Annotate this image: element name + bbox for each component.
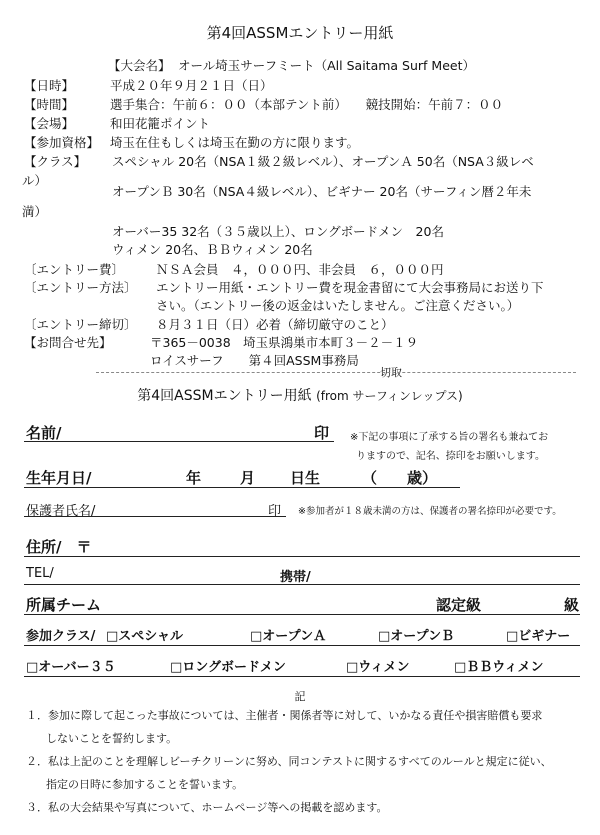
note-3: ３．私の大会結果や写真について、ホームページ等への掲載を認めます。 [26,801,388,814]
class-option-open-b[interactable]: □オープンＢ [378,629,455,644]
class-line-4: ウィメン 20名、ＢＢウィメン 20名 [112,242,313,257]
class-prefix: 参加クラス/ [26,629,96,644]
note-1: １．参加に際して起こった事故については、主催者・関係者等に対して、いかなる責任や損害賠償も要求 [26,709,543,722]
venue-label: 【会場】 [24,116,75,131]
date-value: 平成２０年９月２１日（日） [110,78,273,93]
deadline-value: ８月３１日（日）必着（締切厳守のこと） [156,317,394,332]
class-line-a [24,645,580,646]
form-from: (from サーフィンレップス) [316,389,463,403]
guardian-note: ※参加者が１８歳未満の方は、保護者の署名捺印が必要です。 [298,506,562,517]
class-line-2: オープンＢ 30名（NSA４級レベル）、ビギナー 20名（サーフィン暦２年未 [112,184,532,199]
team-label: 所属チーム [26,596,102,614]
class-line-3: オーバー35 32名（３５歳以上）、ロングボードメン 20名 [112,224,444,239]
class-option-special[interactable]: □スペシャル [106,629,184,644]
method-label: 〔エントリー方法〕 [24,280,137,295]
sign-note-2: りますので、記名、捺印をお願いします。 [356,451,545,462]
guardian-label: 保護者氏名/ [26,504,96,519]
birth-day: 日生 [290,469,321,487]
birth-age: （ 歳） [362,469,438,487]
tel-line[interactable] [24,584,580,585]
birth-line[interactable] [24,487,460,488]
guardian-line[interactable] [24,516,286,517]
qualification-label: 【参加資格】 [24,135,100,150]
deadline-label: 〔エントリー締切〕 [24,317,137,332]
class-label: 【クラス】 [24,154,87,169]
name-label: 名前/ [26,424,62,442]
sign-note-1: ※下記の事項に了承する旨の署名も兼ねてお [350,432,549,443]
event-value: オール埼玉サーフミート（All Saitama Surf Meet） [178,58,475,73]
birth-label: 生年月日/ [26,469,92,487]
grade-suffix: 級 [564,596,580,614]
class-option-bb-women[interactable]: □ＢＢウィメン [454,660,544,675]
birth-month: 月 [240,469,256,487]
class-option-over35[interactable]: □オーバー３５ [26,660,116,675]
note-2-cont: 指定の日時に参加することを誓います。 [46,778,244,791]
form-title-row [0,385,600,405]
method-line-1: エントリー用紙・エントリー費を現金書留にて大会事務局にお送り下 [156,280,544,295]
qualification-value: 埼玉在住もしくは埼玉在勤の方に限ります。 [110,135,360,150]
time-value: 選手集合：午前６：００（本部テント前） 競技開始：午前７：００ [110,97,504,112]
contact-line-2: ロイスサーフ 第４回ASSM事務局 [150,353,359,368]
address-line[interactable] [24,556,580,557]
name-line[interactable] [24,441,334,442]
class-line-b [24,676,580,677]
cut-line [96,372,576,373]
birth-year: 年 [186,469,202,487]
form-title: 第4回ASSMエントリー用紙 [137,388,312,404]
class-line-1-cont: ル） [22,173,48,188]
venue-value: 和田花籠ポイント [110,116,211,131]
method-line-2: さい。（エントリー後の返金はいたしません。ご注意ください。） [156,298,520,313]
class-option-open-a[interactable]: □オープンＡ [250,629,327,644]
cut-label: 切取 [380,366,402,379]
contact-line-1: 〒365－0038 埼玉県鴻巣市本町３－２－１９ [150,335,419,350]
class-option-beginner[interactable]: □ビギナー [506,629,571,644]
class-line-2-cont: 満） [22,204,48,219]
team-line[interactable] [24,614,580,615]
class-option-women[interactable]: □ウィメン [346,660,410,675]
time-label: 【時間】 [24,97,75,112]
event-label: 【大会名】 [108,58,171,73]
fee-value: ＮＳＡ会員 ４，０００円、非会員 ６，０００円 [156,262,444,277]
class-line-1: スペシャル 20名（NSA１級２級レベル）、オープンＡ 50名（NSA３級レベ [112,154,534,169]
guardian-seal: 印 [268,504,282,519]
page-title: 第4回ASSMエントリー用紙 [206,24,394,42]
note-2: ２．私は上記のことを理解しビーチクリーンに努め、同コンテストに関するすべてのルールと規定に従い、 [26,755,552,768]
address-label: 住所/ 〒 [26,538,92,556]
class-option-longboard[interactable]: □ロングボードメン [170,660,286,675]
contact-label: 【お問合せ先】 [24,335,112,350]
note-1-cont: しないことを誓約します。 [46,732,178,745]
tel-label: TEL/ [26,566,54,581]
mobile-label: 携帯/ [280,570,311,585]
grade-label: 認定級 [436,596,482,614]
ki-label: 記 [294,690,306,703]
fee-label: 〔エントリー費〕 [24,262,125,277]
date-label: 【日時】 [24,78,75,93]
name-seal: 印 [314,424,330,442]
